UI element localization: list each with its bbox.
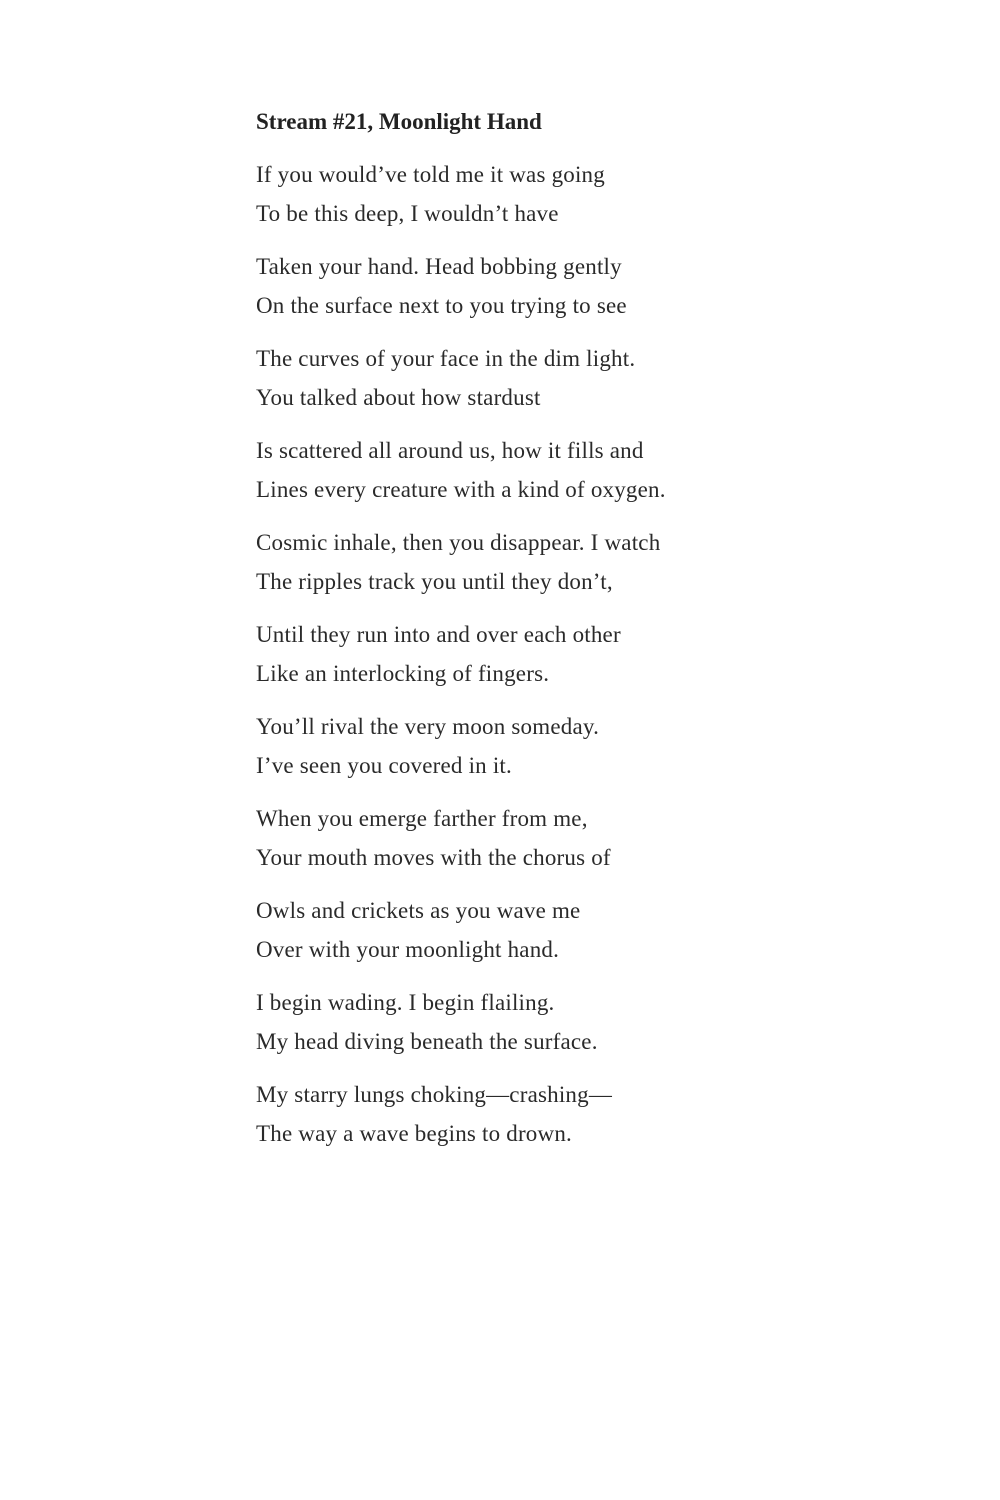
poem-line: Owls and crickets as you wave me <box>256 898 581 923</box>
poem <box>256 104 876 1167</box>
poem-line: My starry lungs choking—crashing— <box>256 1082 613 1107</box>
poem-line: On the surface next to you trying to see <box>256 293 627 318</box>
poem-line: I’ve seen you covered in it. <box>256 753 512 778</box>
poem-line: You talked about how stardust <box>256 385 541 410</box>
stanza <box>256 799 876 877</box>
poem-line: Cosmic inhale, then you disappear. I watch <box>256 530 661 555</box>
stanza <box>256 891 876 969</box>
stanza <box>256 339 876 417</box>
poem-line: Lines every creature with a kind of oxygen. <box>256 477 666 502</box>
poem-line: Taken your hand. Head bobbing gently <box>256 254 622 279</box>
stanza <box>256 247 876 325</box>
stanza <box>256 615 876 693</box>
poem-line: The curves of your face in the dim light. <box>256 346 636 371</box>
stanza <box>256 431 876 509</box>
poem-line: The ripples track you until they don’t, <box>256 569 613 594</box>
stanza <box>256 1075 876 1153</box>
poem-line: To be this deep, I wouldn’t have <box>256 201 559 226</box>
stanza <box>256 155 876 233</box>
poem-line: I begin wading. I begin flailing. <box>256 990 555 1015</box>
poem-line: The way a wave begins to drown. <box>256 1121 572 1146</box>
poem-line: My head diving beneath the surface. <box>256 1029 598 1054</box>
stanza <box>256 523 876 601</box>
poem-line: When you emerge farther from me, <box>256 806 588 831</box>
poem-line: You’ll rival the very moon someday. <box>256 714 600 739</box>
poem-line: Over with your moonlight hand. <box>256 937 560 962</box>
poem-title: Stream #21, Moonlight Hand <box>256 109 542 134</box>
poem-line: Like an interlocking of fingers. <box>256 661 550 686</box>
poem-line: Until they run into and over each other <box>256 622 621 647</box>
stanza <box>256 983 876 1061</box>
poem-line: Your mouth moves with the chorus of <box>256 845 611 870</box>
stanza <box>256 707 876 785</box>
poem-line: Is scattered all around us, how it fills and <box>256 438 644 463</box>
poem-line: If you would’ve told me it was going <box>256 162 605 187</box>
